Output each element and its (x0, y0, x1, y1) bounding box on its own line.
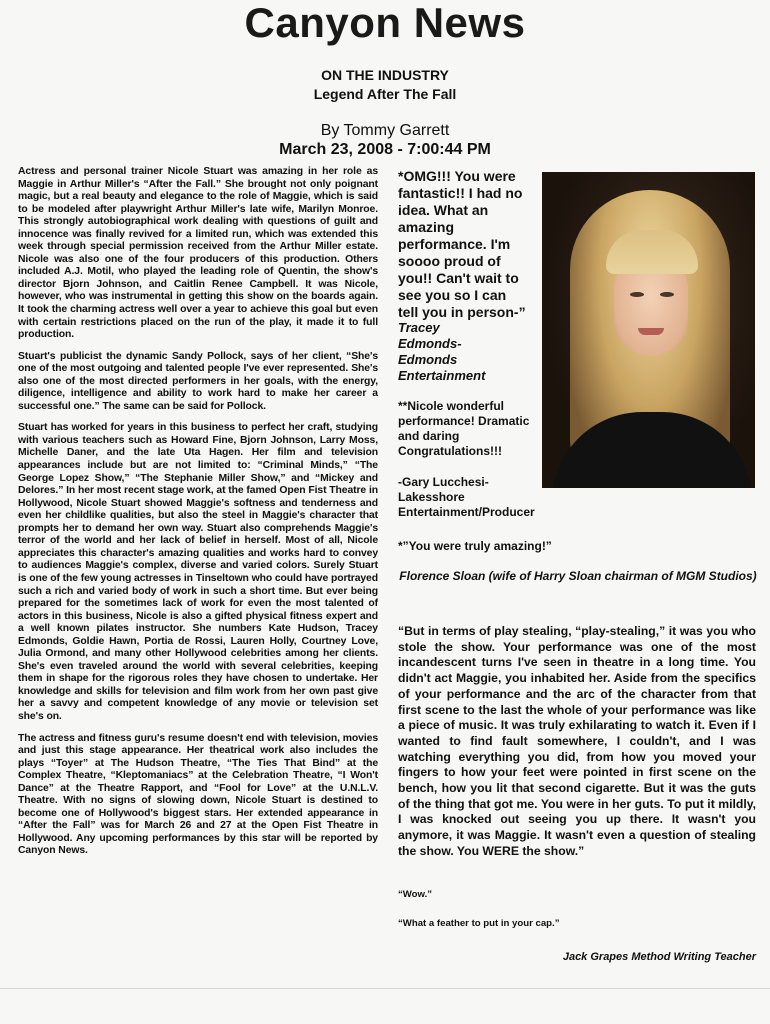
testimonial-attribution: Entertainment (398, 368, 486, 383)
testimonial-attribution: Tracey (398, 320, 440, 335)
testimonial-quote: *”You were truly amazing!” (398, 539, 552, 553)
testimonial-attribution: -Gary Lucchesi- (398, 475, 489, 489)
section-label: ON THE INDUSTRY (321, 67, 449, 83)
testimonial-attribution: Edmonds- (398, 336, 462, 351)
masthead: Canyon News (244, 0, 526, 46)
testimonial-attribution: Florence Sloan (wife of Harry Sloan chairman of MGM Studios) (399, 569, 757, 583)
photo-eye (660, 292, 674, 297)
photo-mouth (638, 328, 664, 335)
article-paragraph: Actress and personal trainer Nicole Stuart was amazing in her role as Maggie in Arthur Miller's “After the Fall.” She brought not only poignant magic, but a real beauty and elegance to the role of Maggie, which is said to be modeled after playwright Arthur Miller's late wife, Marilyn Monroe. This strongly autobiographical work dealing with questions of guilt and innocence was finally revived for a limited run, which was extended this week through special permission received from the Arthur Miller estate. Nicole was also one of the four producers of this production. Others included A.J. Motil, who played the leading role of Quentin, the show's director Bjorn Johnson, and Caitlin Renee Campbell. It was Nicole, however, who was instrumental in getting this show on the boards again. It took the charming actress well over a year to achieve this goal but even with certain restrictions placed on the run of the play, it made it to full production. (18, 166, 378, 341)
testimonial-quote: “Wow.” (398, 889, 433, 900)
testimonial-quote: “What a feather to put in your cap.” (398, 918, 560, 929)
testimonial-quote: **Nicole wonderful performance! Dramatic and daring Congratulations!!! (398, 399, 530, 458)
photo-eye (630, 292, 644, 297)
article-body (18, 166, 378, 867)
testimonial-quote: “But in terms of play stealing, “play-stealing,” it was you who stole the show. Your performance was one of the most incandescent turns I've seen in theatre in a long time. You didn't act Maggie, you inhabited her. Aside from the specifics of your performance and the arc of the character from that first scene to the last the whole of your performance was like a piece of music. It was truly exhilarating to watch it. Even if I wanted to find fault somewhere, I couldn't, and I was watching everything you did, from how you moved your fingers to how your feet were pointed in first scene on the bench, how you lit that second cigarette. But it was the guts of the thing that got me. You were in her guts. To put it mildly, I was knocked out seeing you up there. It wasn't you anymore, it was Maggie. It wasn't even a question of stealing the show. You WERE the show.” (398, 624, 756, 858)
page-divider (0, 988, 770, 989)
article-paragraph: The actress and fitness guru's resume doesn't end with television, movies and just this stage appearance. Her theatrical work also includes the plays “Toyer” at The Hudson Theatre, “The Ties That Bind” at the Complex Theatre, “Kleptomaniacs” at the Celebration Theatre, “I Won't Dance” at the Theatre Rapport, and “Fool for Love” at the U.N.L.V. Theatre. With no signs of slowing down, Nicole Stuart is destined to become one of Hollywood's biggest stars. Her extended appearance in “After the Fall” was for March 26 and 27 at the Open Fist Theatre in Hollywood. Any upcoming performances by this star will be reported by Canyon News. (18, 732, 378, 857)
article-paragraph: Stuart has worked for years in this business to perfect her craft, studying with various teachers such as Howard Fine, Bjorn Johnson, Larry Moss, Michelle Daner, and the late Uta Hagen. Her film and television appearances include but are not limited to: “Criminal Minds,” “The George Lopez Show,” “The Stephanie Miller Show,” and “Mickey and Delores.” In her most recent stage work, at the famed Open Fist Theatre in Hollywood, Nicole Stuart showed Maggie's softness and tenderness and even her childlike qualities, but also the steel in Maggie's character that prompts her to demand her own way. Stuart also comprehends Maggie's terror of the world and her lack of belief in herself. Most of all, Nicole appreciates this character's amazing qualities and works hard to convey to audiences Maggie's complex, diverse and varied colors. Surely Stuart is one of the few young actresses in Tinseltown who could have portrayed such a rich and varied body of work in such a short time. But ever being prepared for the sometimes lack of work for even the most talented of actors in this business, Nicole is also a gifted physical fitness expert and a well known pilates instructor. She numbers Kate Hudson, Tracey Edmonds, Goldie Hawn, Portia de Rossi, Lauren Holly, Courtney Love, Julia Ormond, and many other Hollywood celebrities among her clients. She's even traveled around the world with several celebrities, keeping them in shape for the rigorous roles they have chosen to undertake. Her knowledge and skills for television and film work from her own past give her a savvy and competent knowledge of any movie or television set she's on. (18, 422, 378, 722)
byline: By Tommy Garrett (320, 122, 450, 139)
testimonial-attribution: Edmonds (398, 352, 458, 367)
portrait-photo (542, 172, 755, 488)
testimonial-attribution: Entertainment/Producer (398, 505, 535, 519)
headline: Legend After The Fall (313, 86, 457, 102)
testimonial-quote: *OMG!!! You were fantastic!! I had no idea. What an amazing performance. I'm soooo proud of you!! Can't wait to see you so I can tell you in person-” (398, 168, 526, 320)
article-paragraph: Stuart's publicist the dynamic Sandy Pollock, says of her client, “She's one of the most outgoing and talented people I've ever represented. She's also one of the most directed performers in her goals, with the energy, diligence, intelligence and ability to work hard to make her career a successful one.” The same can be said for Pollock. (18, 350, 378, 412)
testimonial-attribution: Jack Grapes Method Writing Teacher (562, 951, 756, 963)
dateline: March 23, 2008 - 7:00:44 PM (279, 141, 491, 158)
testimonial-attribution: Lakesshore (398, 490, 465, 504)
